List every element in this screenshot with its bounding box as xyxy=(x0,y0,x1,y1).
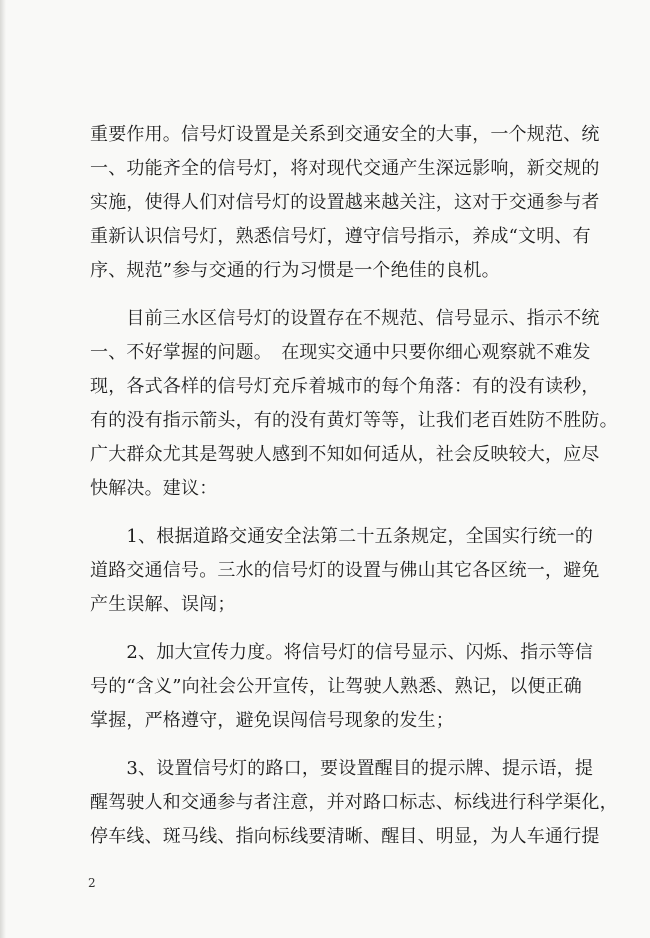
text-line: 号的“含义”向社会公开宣传，让驾驶人熟悉、熟记，以便正确 xyxy=(90,676,583,697)
paragraph-gap xyxy=(90,506,580,520)
paragraph-gap xyxy=(90,622,580,636)
text-line: 目前三水区信号灯的设置存在不规范、信号显示、指示不统 xyxy=(90,308,600,329)
scan-edge-shadow xyxy=(0,0,6,938)
text-line: 掌握，严格遵守，避免误闯信号现象的发生； xyxy=(90,710,454,731)
paragraph-5 xyxy=(90,752,618,854)
text-line: 现，各式各样的信号灯充斥着城市的每个角落：有的没有读秒， xyxy=(90,376,600,397)
text-line: 一、功能齐全的信号灯，将对现代交通产生深远影响，新交规的 xyxy=(90,158,600,179)
paragraph-3 xyxy=(90,520,600,622)
document-body xyxy=(90,118,618,854)
text-line: 产生误解、误闯； xyxy=(90,594,236,615)
paragraph-4 xyxy=(90,636,594,738)
text-line: 有的没有指示箭头，有的没有黄灯等等，让我们老百姓防不胜防。 xyxy=(90,410,618,431)
text-line: 序、规范”参与交通的行为习惯是一个绝佳的良机。 xyxy=(90,260,500,281)
text-line: 停车线、斑马线、指向标线要清晰、醒目、明显，为人车通行提 xyxy=(90,826,600,847)
paragraph-gap xyxy=(90,288,580,302)
page-number: 2 xyxy=(88,876,96,890)
paragraph-1 xyxy=(90,118,600,288)
paragraph-2 xyxy=(90,302,618,506)
text-line: 2、加大宣传力度。将信号灯的信号显示、闪烁、指示等信 xyxy=(90,642,594,663)
text-line: 醒驾驶人和交通参与者注意，并对路口标志、标线进行科学渠化， xyxy=(90,792,618,813)
text-line: 广大群众尤其是驾驶人感到不知如何适从，社会反映较大，应尽 xyxy=(90,444,600,465)
text-line: 一、不好掌握的问题。 在现实交通中只要你细心观察就不难发 xyxy=(90,342,591,363)
text-line: 重新认识信号灯，熟悉信号灯，遵守信号指示，养成“文明、有 xyxy=(90,226,591,247)
text-line: 快解决。建议： xyxy=(90,478,218,499)
paragraph-gap xyxy=(90,738,580,752)
text-line: 重要作用。信号灯设置是关系到交通安全的大事，一个规范、统 xyxy=(90,124,600,145)
text-line: 3、设置信号灯的路口，要设置醒目的提示牌、提示语，提 xyxy=(90,758,594,779)
text-line: 1、根据道路交通安全法第二十五条规定，全国实行统一的 xyxy=(90,526,594,547)
text-line: 道路交通信号。三水的信号灯的设置与佛山其它各区统一，避免 xyxy=(90,560,600,581)
text-line: 实施，使得人们对信号灯的设置越来越关注，这对于交通参与者 xyxy=(90,192,600,213)
